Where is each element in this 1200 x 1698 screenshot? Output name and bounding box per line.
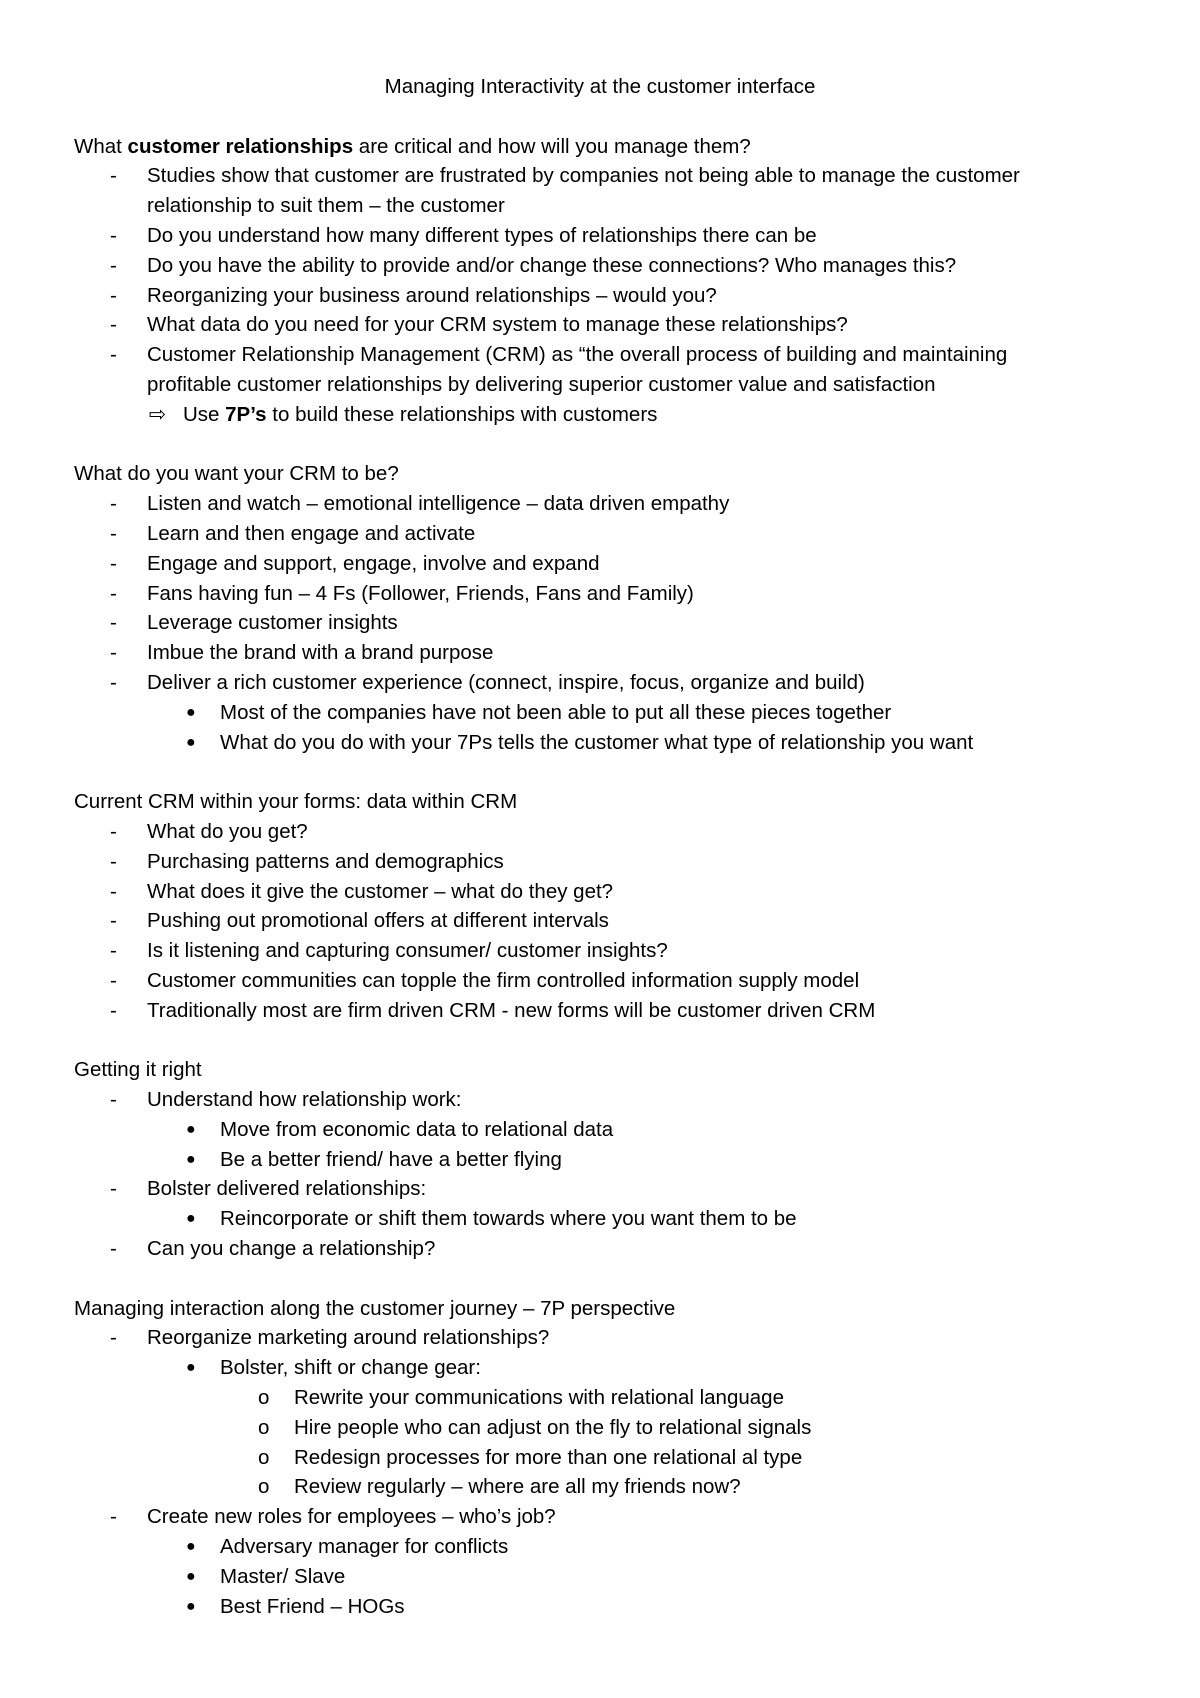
section-heading: Managing interaction along the customer journey – 7P perspective	[74, 1296, 676, 1320]
dash-marker: -	[110, 1237, 117, 1261]
bullet-icon: ●	[186, 1597, 196, 1615]
bullet-icon: ●	[186, 733, 196, 751]
dash-marker: -	[110, 998, 117, 1022]
list-item: - Traditionally most are firm driven CRM - new forms will be customer driven CRM	[0, 996, 1200, 1026]
dash-marker: -	[110, 164, 117, 188]
sub-list-item: ● Most of the companies have not been able to put all these pieces together	[0, 698, 1200, 728]
arrow-item: ⇨ Use 7P’s to build these relationships with customers	[0, 400, 1200, 430]
list-item: - Bolster delivered relationships:	[0, 1174, 1200, 1204]
bullet-icon: ●	[186, 1359, 196, 1377]
dash-marker: -	[110, 849, 117, 873]
list-item: - Learn and then engage and activate	[0, 519, 1200, 549]
bullet-icon: ●	[186, 703, 196, 721]
bullet-icon: ●	[186, 1567, 196, 1585]
list-item: - Create new roles for employees – who’s job?	[0, 1502, 1200, 1532]
dash-marker: -	[110, 1088, 117, 1112]
section-heading: Getting it right	[74, 1058, 202, 1082]
circle-bullet-icon: o	[258, 1445, 270, 1469]
dash-marker: -	[110, 521, 117, 545]
sub-sub-list-item: o Rewrite your communications with relational language	[0, 1383, 1200, 1413]
list-item: - Reorganizing your business around relationships – would you?	[0, 281, 1200, 311]
sub-list-item: ● What do you do with your 7Ps tells the customer what type of relationship you want	[0, 728, 1200, 758]
dash-marker: -	[110, 313, 117, 337]
circle-bullet-icon: o	[258, 1475, 270, 1499]
dash-marker: -	[110, 641, 117, 665]
list-item: - What does it give the customer – what do they get?	[0, 877, 1200, 907]
list-item: - Can you change a relationship?	[0, 1234, 1200, 1264]
dash-marker: -	[110, 343, 117, 367]
dash-marker: -	[110, 223, 117, 247]
list-item-continuation: profitable customer relationships by delivering superior customer value and satisfaction	[147, 372, 936, 396]
circle-bullet-icon: o	[258, 1415, 270, 1439]
list-item: - Do you have the ability to provide and/or change these connections? Who manages this?	[0, 251, 1200, 281]
sub-list-item: ● Move from economic data to relational data	[0, 1115, 1200, 1145]
section-current-crm	[0, 787, 1200, 1025]
sub-sub-list-item: o Hire people who can adjust on the fly to relational signals	[0, 1413, 1200, 1443]
dash-marker: -	[110, 551, 117, 575]
list-item: - Understand how relationship work:	[0, 1085, 1200, 1115]
section-customer-relationships	[0, 132, 1200, 430]
document-title: Managing Interactivity at the customer interface	[384, 75, 816, 98]
list-item: - What data do you need for your CRM system to manage these relationships?	[0, 310, 1200, 340]
dash-marker: -	[110, 968, 117, 992]
bullet-icon: ●	[186, 1210, 196, 1228]
list-item: - Engage and support, engage, involve and expand	[0, 549, 1200, 579]
list-item: - What do you get?	[0, 817, 1200, 847]
dash-marker: -	[110, 1177, 117, 1201]
dash-marker: -	[110, 253, 117, 277]
arrow-icon: ⇨	[149, 402, 167, 426]
list-item: - Reorganize marketing around relationships?	[0, 1323, 1200, 1353]
list-item-continuation: relationship to suit them – the customer	[147, 194, 505, 218]
list-item: - Listen and watch – emotional intelligence – data driven empathy	[0, 489, 1200, 519]
list-item: - Studies show that customer are frustrated by companies not being able to manage the customer	[0, 161, 1200, 191]
dash-marker: -	[110, 581, 117, 605]
sub-list-item: ● Reincorporate or shift them towards where you want them to be	[0, 1204, 1200, 1234]
dash-marker: -	[110, 611, 117, 635]
list-item: - Fans having fun – 4 Fs (Follower, Friends, Fans and Family)	[0, 579, 1200, 609]
sub-sub-list-item: o Redesign processes for more than one relational al type	[0, 1443, 1200, 1473]
section-crm-goals	[0, 459, 1200, 757]
list-item: - Do you understand how many different types of relationships there can be	[0, 221, 1200, 251]
sub-list-item: ● Adversary manager for conflicts	[0, 1532, 1200, 1562]
section-heading: What customer relationships are critical and how will you manage them?	[74, 134, 751, 158]
section-customer-journey	[0, 1294, 1200, 1622]
sub-list-item: ● Best Friend – HOGs	[0, 1592, 1200, 1622]
bullet-icon: ●	[186, 1120, 196, 1138]
section-heading: What do you want your CRM to be?	[74, 462, 399, 486]
sub-list-item: ● Master/ Slave	[0, 1562, 1200, 1592]
sub-list-item: ● Be a better friend/ have a better flying	[0, 1145, 1200, 1175]
bullet-icon: ●	[186, 1150, 196, 1168]
list-item: - Customer communities can topple the firm controlled information supply model	[0, 966, 1200, 996]
bullet-icon: ●	[186, 1538, 196, 1556]
dash-marker: -	[110, 1326, 117, 1350]
dash-marker: -	[110, 492, 117, 516]
circle-bullet-icon: o	[258, 1386, 270, 1410]
sub-sub-list-item: o Review regularly – where are all my friends now?	[0, 1472, 1200, 1502]
list-item: - Imbue the brand with a brand purpose	[0, 638, 1200, 668]
dash-marker: -	[110, 670, 117, 694]
list-item: - Customer Relationship Management (CRM) as “the overall process of building and maintaining	[0, 340, 1200, 370]
list-item: - Purchasing patterns and demographics	[0, 847, 1200, 877]
dash-marker: -	[110, 909, 117, 933]
dash-marker: -	[110, 283, 117, 307]
bold-phrase: customer relationships	[127, 134, 354, 158]
section-getting-it-right	[0, 1055, 1200, 1264]
dash-marker: -	[110, 819, 117, 843]
list-item: - Pushing out promotional offers at different intervals	[0, 906, 1200, 936]
list-item: - Deliver a rich customer experience (connect, inspire, focus, organize and build)	[0, 668, 1200, 698]
list-item: - Is it listening and capturing consumer/ customer insights?	[0, 936, 1200, 966]
dash-marker: -	[110, 879, 117, 903]
sub-list-item: ● Bolster, shift or change gear:	[0, 1353, 1200, 1383]
list-item: - Leverage customer insights	[0, 608, 1200, 638]
section-heading: Current CRM within your forms: data within CRM	[74, 790, 518, 814]
dash-marker: -	[110, 939, 117, 963]
dash-marker: -	[110, 1505, 117, 1529]
